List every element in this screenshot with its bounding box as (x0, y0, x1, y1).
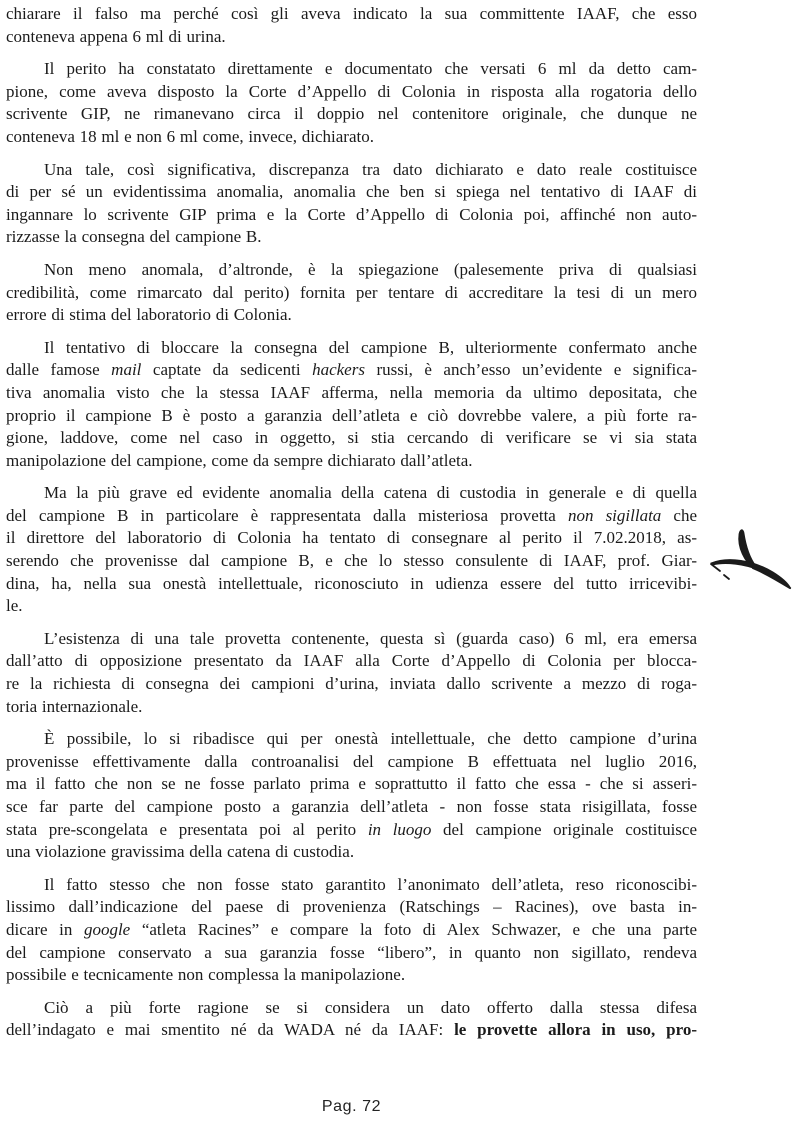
text-run: serendo che provenisse dal campione B, e che lo stesso consulente di IAAF, prof. Giar- (6, 551, 697, 571)
text-line (6, 181, 697, 204)
text-line (6, 382, 697, 405)
text-run: possibile e tecnicamente non complessa la manipolazione. (6, 965, 406, 985)
text-line (6, 505, 697, 528)
text-run: Non meno anomala, d’altronde, è la spiegazione (palesemente priva di qualsiasi (44, 259, 697, 279)
text-line (6, 728, 697, 751)
text-run: di per sé un evidentissima anomalia, anomalia che ben si spiega nel tentativo di IAAF di (6, 182, 697, 202)
text-run: dell’indagato e mai smentito né da WADA né da IAAF: (6, 1020, 455, 1040)
text-run: errore di stima del laboratorio di Colonia. (6, 305, 292, 325)
text-run: chiarare il falso ma perché così gli aveva indicato la sua committente IAAF, che esso (6, 4, 697, 23)
paragraph (6, 628, 697, 718)
text-line (6, 405, 697, 428)
text-line (6, 204, 697, 227)
text-run: Il fatto stesso che non fosse stato garantito l’anonimato dell’atleta, reso riconoscibi- (44, 874, 697, 894)
signature-mark (693, 518, 800, 613)
text-line (6, 997, 697, 1020)
text-run: proprio il campione B è posto a garanzia dell’atleta e ciò dovrebbe valere, a più forte ra- (6, 405, 697, 425)
paragraph (6, 58, 697, 148)
paragraph (6, 259, 697, 327)
text-run: Il tentativo di bloccare la consegna del campione B, ulteriormente confermato anche (44, 337, 697, 357)
paragraph (6, 728, 697, 864)
text-run: conteneva appena 6 ml di urina. (6, 26, 226, 46)
text-run: L’esistenza di una tale provetta contenente, questa sì (guarda caso) 6 ml, era emersa (44, 628, 697, 648)
text-line (6, 595, 697, 618)
text-run: del campione conservato a sua garanzia fosse “libero”, in quanto non sigillato, rendeva (6, 942, 697, 962)
text-line (6, 819, 697, 842)
text-line (6, 359, 697, 382)
paragraph (6, 3, 697, 48)
text-run: le provette allora in uso, pro- (454, 1020, 698, 1040)
text-run: dalle famose (6, 360, 112, 380)
text-run: lissimo dall’indicazione del paese di provenienza (Ratschings – Racines), ove basta in- (6, 897, 697, 917)
text-run: del campione B in particolare è rappresentata dalla misteriosa provetta (6, 505, 568, 525)
text-run: scrivente GIP, ne rimanevano circa il doppio nel contenitore originale, che dunque ne (6, 104, 697, 124)
text-run: ingannare lo scrivente GIP prima e la Corte d’Appello di Colonia poi, affinché non auto- (6, 204, 697, 224)
text-line (6, 964, 697, 987)
text-run: in luogo (367, 819, 432, 839)
text-run: gione, laddove, come nel caso in oggetto, si stia cercando di verificare se vi sia stata (6, 428, 697, 448)
text-line (6, 450, 697, 473)
text-line (6, 573, 697, 596)
text-run: toria internazionale. (6, 696, 143, 716)
text-run: Il perito ha constatato direttamente e documentato che versati 6 ml da detto cam- (44, 59, 697, 79)
text-run: le. (6, 596, 23, 616)
text-line (6, 896, 697, 919)
text-run: sce far parte del campione posto a garanzia dell’atleta - non fosse stata risigillata, fosse (6, 797, 697, 816)
text-line (6, 126, 697, 149)
text-run: Una tale, così significativa, discrepanza tra dato dichiarato e dato reale costituisce (44, 159, 697, 179)
text-line (6, 650, 697, 673)
text-line (6, 337, 697, 360)
text-line (6, 159, 697, 182)
text-line (6, 841, 697, 864)
paragraph (6, 482, 697, 618)
paragraph (6, 874, 697, 987)
paragraph (6, 159, 697, 249)
text-line (6, 304, 697, 327)
text-run: dall’atto di opposizione presentato da IAAF alla Corte d’Appello di Colonia per blocca- (6, 651, 697, 671)
text-run: tiva anomalia visto che la stessa IAAF afferma, nella memoria da ultimo depositata, che (6, 382, 697, 402)
text-run: che (661, 505, 697, 525)
text-run: una violazione gravissima della catena di custodia. (6, 842, 355, 862)
text-run: re la richiesta di consegna dei campioni d’urina, inviata dallo scrivente a mezzo di roga- (6, 674, 697, 694)
signature-stroke (711, 530, 790, 588)
text-run: conteneva 18 ml e non 6 ml come, invece, dichiarato. (6, 126, 374, 146)
text-run: manipolazione del campione, come da sempre dichiarato dall’atleta. (6, 450, 473, 470)
text-run: credibilità, come rimarcato dal perito) fornita per tentare di accreditare la tesi di un mero (6, 282, 697, 302)
text-run: non sigillata (567, 505, 662, 525)
text-line (6, 550, 697, 573)
text-run: dicare in (6, 919, 84, 939)
text-run: google (83, 919, 131, 939)
paragraph (6, 997, 697, 1042)
text-run: il direttore del laboratorio di Colonia ha tentato di consegnare al perito il 7.02.2018, as- (6, 528, 697, 548)
text-line (6, 226, 697, 249)
text-line (6, 773, 697, 796)
paragraph (6, 337, 697, 473)
text-line (6, 919, 697, 942)
text-line (6, 751, 697, 774)
text-run: stata pre-scongelata e presentata poi al perito (6, 819, 368, 839)
text-run: pione, come aveva disposto la Corte d’Appello di Colonia in risposta alla rogatoria dello (6, 81, 697, 101)
text-line (6, 796, 697, 819)
text-run: captate da sedicenti (141, 360, 313, 380)
page-number: Pag. 72 (321, 1098, 382, 1115)
text-run: del campione originale costituisce (431, 819, 698, 839)
text-run: dina, ha, nella sua onestà intellettuale, riconosciuto in udienza essere del tutto irricevibi- (6, 573, 697, 593)
text-run: “atleta Racines” e compare la foto di Alex Schwazer, e che una parte (130, 919, 697, 939)
text-line (6, 942, 697, 965)
text-run: È possibile, lo si ribadisce qui per onestà intellettuale, che detto campione d’urina (44, 729, 697, 749)
text-line (6, 26, 697, 49)
text-line (6, 282, 697, 305)
text-line (6, 259, 697, 282)
text-run: provenisse effettivamente dalla controanalisi del campione B effettuata nel luglio 2016, (6, 751, 697, 771)
text-line (6, 3, 697, 26)
text-run: rizzasse la consegna del campione B. (6, 227, 262, 247)
text-line (6, 673, 697, 696)
text-run: russi, è anch’esso un’evidente e significa- (364, 360, 697, 380)
text-line (6, 628, 697, 651)
text-line (6, 103, 697, 126)
text-run: Ciò a più forte ragione se si considera un dato offerto dalla stessa difesa (44, 997, 697, 1017)
text-line (6, 874, 697, 897)
text-block (6, 3, 697, 1052)
text-run: hackers (312, 360, 365, 380)
text-line (6, 527, 697, 550)
text-line (6, 1019, 697, 1042)
text-line (6, 482, 697, 505)
text-line (6, 696, 697, 719)
text-line (6, 58, 697, 81)
text-run: mail (111, 360, 142, 380)
text-line (6, 427, 697, 450)
text-run: Ma la più grave ed evidente anomalia della catena di custodia in generale e di quella (44, 483, 697, 503)
text-run: ma il fatto che non se ne fosse parlato prima e soprattutto il fatto che essa - che si asseri- (6, 774, 697, 794)
text-line (6, 81, 697, 104)
